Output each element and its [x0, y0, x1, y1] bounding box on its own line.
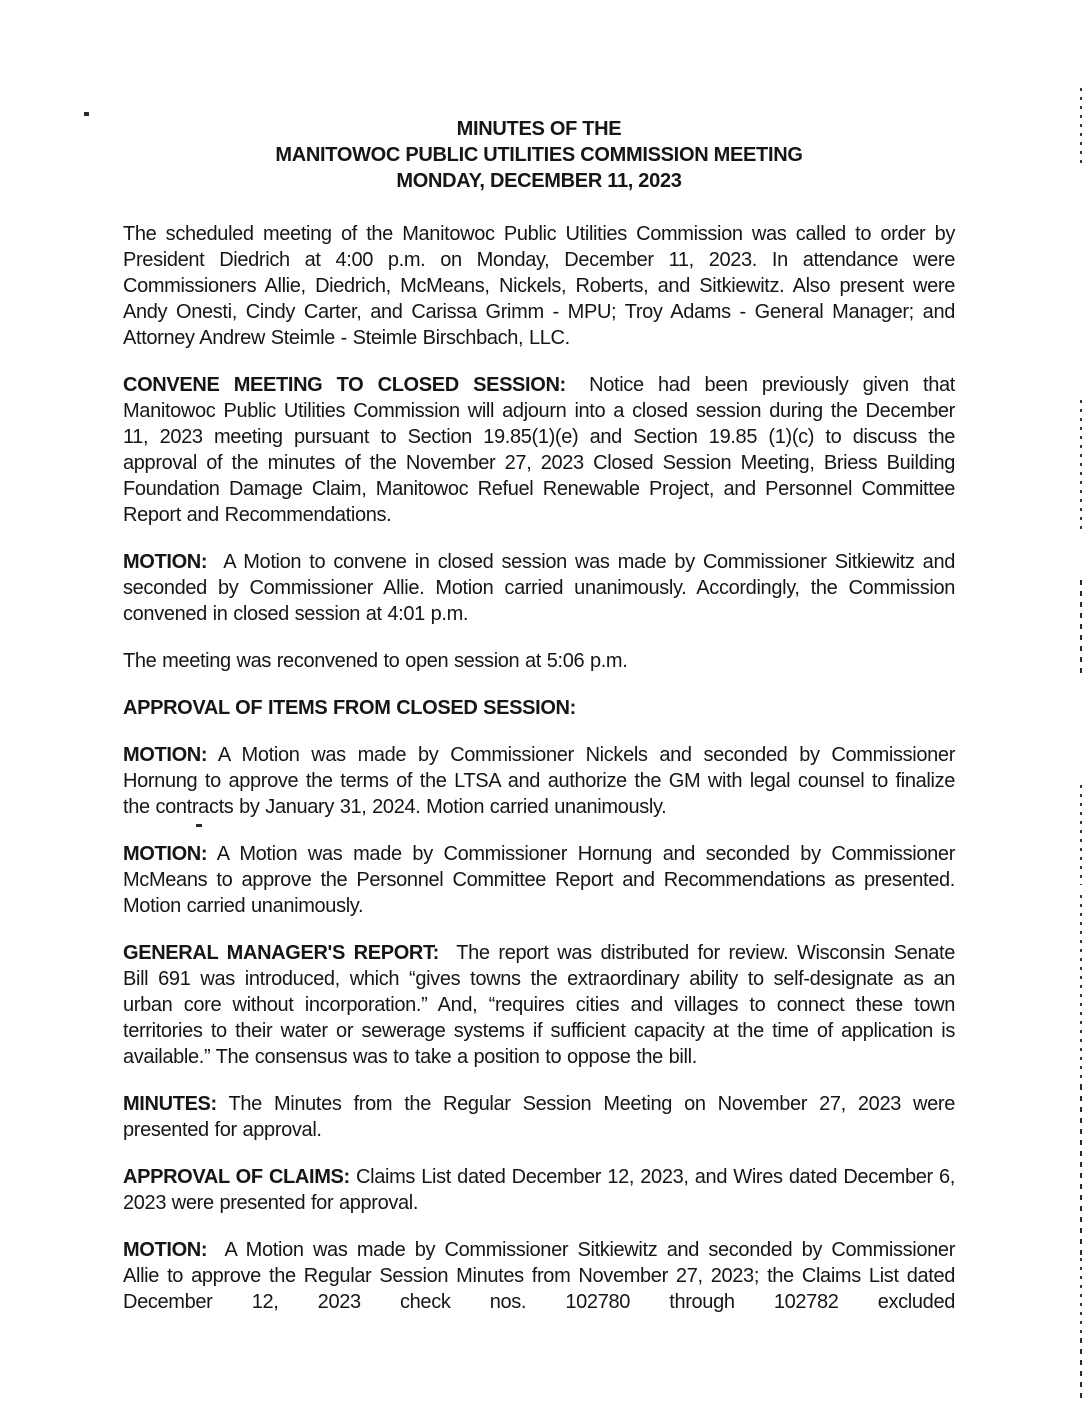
- paragraph-text: A Motion was made by Commissioner Nickels and seconded by Commissioner Hornung to approve the terms of the LTSA and authorize the GM with legal counsel to finalize the contracts by January 31, 2024. Motion carried unanimously.: [123, 744, 955, 818]
- paragraph-text: Notice had been previously given that Manitowoc Public Utilities Commission will adjourn into a closed session during the December 11, 2023 meeting pursuant to Section 19.85(1)(e) and Section 19.85 (1)(c) to discuss the approval of the minutes of the November 27, 2023 Closed Session Meeting, Briess Building Foundation Damage Claim, Manitowoc Refuel Renewable Project, and Personnel Committee Report and Recommendations.: [123, 374, 955, 526]
- paragraph-label: APPROVAL OF ITEMS FROM CLOSED SESSION:: [123, 697, 576, 719]
- paragraph-general-manager-s-report: [123, 940, 955, 1070]
- paragraph-label: MOTION:: [123, 843, 208, 865]
- paragraph-text: Claims List dated December 12, 2023, and Wires dated December 6, 2023 were presented for approval.: [123, 1166, 955, 1214]
- paragraph-text: A Motion to convene in closed session was made by Commissioner Sitkiewitz and seconded by Commissioner Allie. Motion carried unanimously. Accordingly, the Commission convened in closed session at 4:01 p.m.: [123, 551, 955, 625]
- scan-speck: [196, 824, 202, 827]
- paragraph-label: MINUTES:: [123, 1093, 217, 1115]
- paragraph: [123, 648, 955, 674]
- paragraph-motion: [123, 1237, 955, 1315]
- scan-edge-artifact: [1080, 785, 1082, 885]
- paragraph-motion: [123, 549, 955, 627]
- paragraph-motion: [123, 742, 955, 820]
- paragraph-convene-meeting-to-closed-session: [123, 372, 955, 528]
- paragraph-text: A Motion was made by Commissioner Sitkiewitz and seconded by Commissioner Allie to approve the Regular Session Minutes from November 27, 2023; the Claims List dated December 12, 2023 check nos. 102780 through 102782 excluded: [123, 1239, 956, 1313]
- title-line-3: MONDAY, DECEMBER 11, 2023: [396, 170, 682, 192]
- paragraph-label: MOTION:: [123, 1239, 208, 1261]
- paragraph-minutes: [123, 1091, 955, 1143]
- document-content: [123, 116, 955, 1336]
- paragraph-motion: [123, 841, 955, 919]
- paragraph-text: The report was distributed for review. Wisconsin Senate Bill 691 was introduced, which “gives towns the extraordinary ability to self-designate as an urban core without incorporation.” And, “requires cities and villages to connect these town territories to their water or sewerage systems if sufficient capacity at the time of application is available.” The consensus was to take a position to oppose the bill.: [123, 942, 955, 1068]
- paragraph-label: CONVENE MEETING TO CLOSED SESSION:: [123, 374, 566, 396]
- scan-edge-artifact: [1080, 1338, 1082, 1400]
- title-line-2: MANITOWOC PUBLIC UTILITIES COMMISSION MEETING: [275, 144, 803, 166]
- paragraph: [123, 221, 955, 351]
- title-line-1: MINUTES OF THE: [456, 118, 622, 140]
- scan-speck: [84, 112, 89, 116]
- paragraph-label: MOTION:: [123, 744, 208, 766]
- paragraph-approval-of-items-from-closed-session: [123, 695, 955, 721]
- paragraph-label: MOTION:: [123, 551, 208, 573]
- document-title: [123, 116, 955, 194]
- paragraph-text: The scheduled meeting of the Manitowoc Public Utilities Commission was called to order by President Diedrich at 4:00 p.m. on Monday, December 11, 2023. In attendance were Commissioners Allie, Diedrich, McMeans, Nickels, Roberts, and Sitkiewitz. Also present were Andy Onesti, Cindy Carter, and Carissa Grimm - MPU; Troy Adams - General Manager; and Attorney Andrew Steimle - Steimle Birschbach, LLC.: [123, 223, 955, 349]
- paragraph-text: A Motion was made by Commissioner Hornung and seconded by Commissioner McMeans to approve the Personnel Committee Report and Recommendations as presented. Motion carried unanimously.: [123, 843, 956, 917]
- scan-edge-artifact: [1080, 580, 1082, 675]
- paragraph-approval-of-claims: [123, 1164, 955, 1216]
- document-body: [123, 221, 955, 1315]
- scan-edge-artifact: [1080, 895, 1082, 1090]
- scan-edge-artifact: [1080, 1085, 1082, 1255]
- paragraph-label: APPROVAL OF CLAIMS:: [123, 1166, 350, 1188]
- paragraph-text: The meeting was reconvened to open session at 5:06 p.m.: [123, 650, 628, 672]
- scan-edge-artifact: [1080, 1258, 1082, 1333]
- paragraph-label: GENERAL MANAGER'S REPORT:: [123, 942, 439, 964]
- scan-edge-artifact: [1080, 400, 1082, 530]
- scan-edge-artifact: [1080, 88, 1082, 163]
- paragraph-text: The Minutes from the Regular Session Meeting on November 27, 2023 were presented for approval.: [123, 1093, 955, 1141]
